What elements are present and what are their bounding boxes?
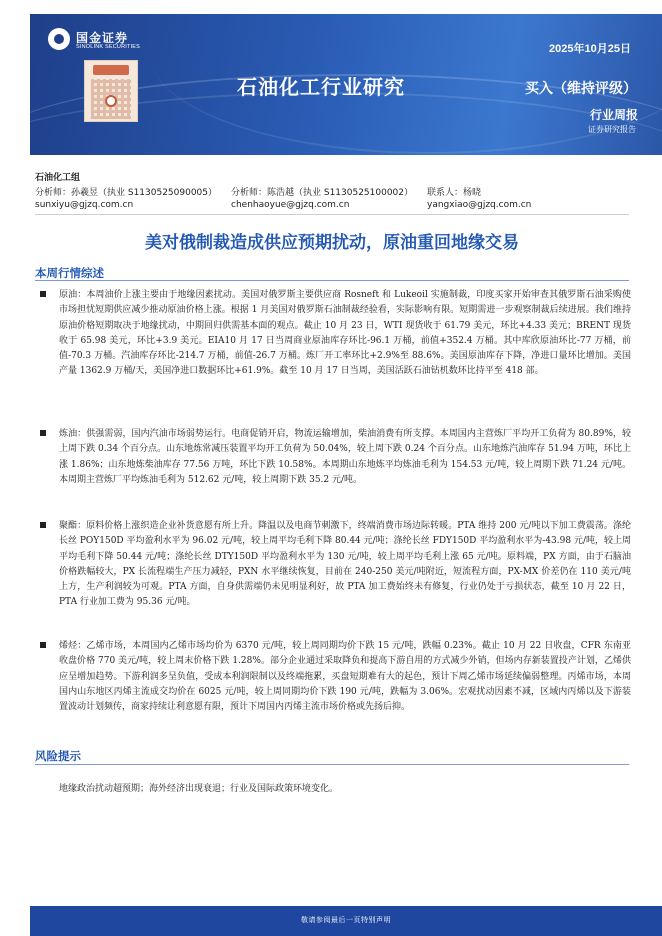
analyst-info: 分析师：孙羲昱（执业 S1130525090005） xyxy=(35,188,218,198)
analyst-info: 分析师：陈浩越（执业 S1130525100002） xyxy=(231,188,414,198)
report-date: 2025年10月25日 xyxy=(549,43,631,55)
bullet-square-icon xyxy=(40,291,46,297)
report-title: 石油化工行业研究 xyxy=(237,75,405,99)
bullet-square-icon xyxy=(40,522,46,528)
footer-disclaimer[interactable]: 敬请参阅最后一页特别声明 xyxy=(301,916,391,924)
bullet-square-icon xyxy=(40,430,46,436)
risk-text: 地缘政治扰动超预期；海外经济出现衰退；行业及国际政策环境变化。 xyxy=(59,784,339,794)
report-subtitle: 证券研究报告 xyxy=(588,125,636,134)
rating: 买入（维持评级） xyxy=(525,81,637,97)
section-title-risk: 风险提示 xyxy=(35,749,81,763)
section-title-weekly: 本周行情综述 xyxy=(35,266,104,280)
qr-code-icon xyxy=(84,60,138,122)
analyst-email[interactable]: chenhaoyue@gjzq.com.cn xyxy=(231,200,350,210)
sector-group: 石油化工组 xyxy=(35,173,81,183)
analyst-email[interactable]: sunxiyu@gjzq.com.cn xyxy=(35,200,134,210)
divider xyxy=(35,214,629,215)
bullet-text: 原油：本周油价上涨主要由于地缘因素扰动。美国对俄罗斯主要供应商 Rosneft 和 Lukeoil 实施制裁，印度买家开始审查其俄罗斯石油采购使市场担忧短期供应减少推动原油价格上涨。根据 1 月美国对俄罗斯石油制裁经验看，实际影响有限。短期需进一步观察制裁后续进展。我们维持原油价格短期取决于地缘扰动，中期回归供需基本面的观点。截止 10 月 23 日，WTI 现货收于 61.79 美元，环比+4.33 美元；BRENT 现货收于 65.98 美元，环比+3.9 美元。EIA10 月 17 日当周商业原油库存环比-96.1 万桶，前值+352.4 万桶。其中库欣原油环比-77 万桶，前值-70.3 万桶。汽油库存环比-214.7 万桶，前值-26.7 万桶。炼厂开工率环比+2.9%至 88.6%。美国原油库存下降，净进口量环比增加。美国产量 1362.9 万桶/天，美国净进口数据环比+61.9%。截至 10 月 17 日当周，美国活跃石油钻机数环比持平至 418 部。 xyxy=(59,290,631,377)
report-type: 行业周报 xyxy=(590,108,639,122)
section-rule xyxy=(35,280,629,281)
bullet-text: 烯烃：乙烯市场，本周国内乙烯市场均价为 6370 元/吨，较上周同期均价下跌 15 元/吨，跌幅 0.23%。截止 10 月 22 日收盘，CFR 东南亚收盘价格 770 美元/吨，较上周末价格下跌 1.28%。部分企业通过采取降负和提高下游自用的方式减少外销，但场内存新装置投产计划，乙烯供应呈增加趋势。下游利润多呈负值，受成本利润限制以及终端拖累，买盘短期难有大的起色，预计下周乙烯市场延续偏弱整理。丙烯市场，本周国内山东地区丙烯主流成交均价在 6025 元/吨，较上周同期均价下跌 190 元/吨，跌幅为 3.06%。宏观扰动因素不减，区域内丙烯以及下游装置波动计划频传，商家持续让利意愿有限，预计下周国内丙烯主流市场价格或先扬后抑。 xyxy=(59,641,631,713)
contact-info: 联系人：杨晓 xyxy=(427,188,482,198)
bullet-text: 聚酯：原料价格上涨织造企业补货意愿有所上升。降温以及电商节刺激下，终端消费市场边际转暖。PTA 维持 200 元/吨以下加工费震荡。涤纶长丝 POY150D 平均盈利水平为 96.02 元/吨，较上周平均毛利下降 80.44 元/吨；涤纶长丝 FDY150D 平均盈利水平为-43.98 元/吨，较上周平均毛利下降 50.44 元/吨；涤纶长丝 DTY150D 平均盈利水平为 130 元/吨，较上周平均毛利上涨 65 元/吨。原料端，PX 方面，由于石脑油价格跌幅较大，PX 长流程端生产压力减轻，PXN 水平继续恢复，目前在 240-250 美元/吨附近，短流程方面，PX-MX 价差仍在 110 美元/吨上方，生产利润较为可观。PTA 方面，自身供需端仍未见明显利好，故 PTA 加工费始终未有修复，行业仍处于亏损状态，截至 10 月 22 日，PTA 行业加工费为 95.36 元/吨。 xyxy=(59,521,631,608)
bullet-text: 炼油：供强需弱，国内汽油市场弱势运行。电商促销开启，物流运输增加，柴油消费有所支撑。本周国内主营炼厂平均开工负荷为 80.89%，较上周下跌 0.34 个百分点。山东地炼常减压装置平均开工负荷为 50.04%，较上周下跌 0.24 个百分点。山东地炼汽油库存 51.94 万吨，环比上涨 1.86%；山东地炼柴油库存 77.56 万吨，环比下跌 10.58%。本周期山东地炼平均炼油毛利为 154.53 元/吨，较上周期下跌 71.24 元/吨。本周期主营炼厂平均炼油毛利为 512.62 元/吨，较上周期下跌 35.2 元/吨。 xyxy=(59,429,631,485)
section-rule xyxy=(35,764,629,765)
company-logo xyxy=(48,28,158,58)
footer-bar xyxy=(30,906,662,936)
contact-email[interactable]: yangxiao@gjzq.com.cn xyxy=(427,200,532,210)
logo-mark-icon xyxy=(48,28,70,50)
logo-name-cn: 国金证券 xyxy=(76,31,129,45)
headline: 美对俄制裁造成供应预期扰动，原油重回地缘交易 xyxy=(145,233,519,253)
bullet-square-icon xyxy=(40,642,46,648)
logo-name-en: SINOLINK SECURITIES xyxy=(76,44,141,50)
